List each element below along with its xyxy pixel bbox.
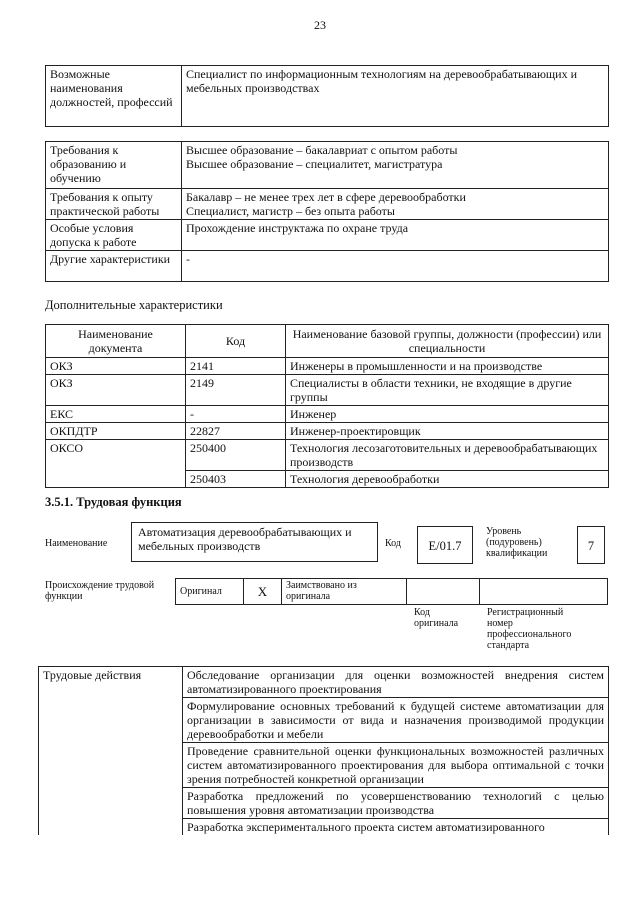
education-label: Требования к образованию и обучению — [46, 142, 182, 189]
name-label: Наименование — [45, 538, 108, 549]
labor-action-item: Проведение сравнительной оценки функциональных возможностей различных систем автоматизированного проектирования для выбора оптимальной с точки зрения потребностей конкретной организации — [183, 743, 609, 788]
labor-action-item: Разработка экспериментального проекта систем автоматизированного — [183, 819, 609, 836]
experience-value: Бакалавр – не менее трех лет в сфере деревообработки Специалист, магистр – без опыта работы — [182, 189, 609, 220]
positions-label: Возможные наименования должностей, профессий — [46, 66, 182, 127]
table-row — [46, 358, 609, 375]
table-row — [46, 440, 609, 471]
row-code: 250403 — [186, 471, 286, 488]
row-doc: ЕКС — [46, 406, 186, 423]
function-name-box — [131, 522, 378, 562]
labor-actions-label: Трудовые действия — [39, 667, 183, 836]
original-code-cell — [407, 579, 480, 605]
row-code: 22827 — [186, 423, 286, 440]
education-value: Высшее образование – бакалавриат с опытом работы Высшее образование – специалитет, магистратура — [182, 142, 609, 189]
borrowed-label: Заимствовано из оригинала — [282, 579, 407, 605]
row-doc: ОКПДТР — [46, 423, 186, 440]
original-mark: X — [244, 579, 282, 605]
row-name: Инженеры в промышленности и на производстве — [286, 358, 609, 375]
row-doc: ОКЗ — [46, 375, 186, 406]
row-name: Технология лесозаготовительных и деревообрабатывающих производств — [286, 440, 609, 471]
table-row — [46, 423, 609, 440]
header-code: Код — [186, 325, 286, 358]
requirements-table — [45, 141, 609, 282]
level-label: Уровень (подуровень) квалификации — [486, 526, 548, 559]
row-code: 250400 — [186, 440, 286, 471]
additional-table — [45, 324, 609, 488]
reg-number-cell — [480, 579, 608, 605]
other-label: Другие характеристики — [46, 251, 182, 282]
origin-label: Происхождение трудовой функции — [45, 580, 155, 602]
other-value: - — [182, 251, 609, 282]
header-document: Наименование документа — [46, 325, 186, 358]
row-code: 2141 — [186, 358, 286, 375]
positions-value: Специалист по информационным технологиям на деревообрабатывающих и мебельных производствах — [182, 66, 609, 127]
row-name: Технология деревообработки — [286, 471, 609, 488]
code-box — [417, 526, 473, 564]
page-number: 23 — [314, 18, 326, 32]
row-name: Специалисты в области техники, не входящие в другие группы — [286, 375, 609, 406]
positions-table — [45, 65, 609, 127]
reg-number-caption: Регистрационный номер профессионального стандарта — [487, 607, 572, 651]
labor-actions-table — [38, 666, 609, 835]
function-heading: 3.5.1. Трудовая функция — [45, 495, 182, 509]
table-row — [46, 406, 609, 423]
labor-action-item: Формулирование основных требований к будущей системе автоматизации для организации в зависимости от вида и назначения производимой продукции деревообработки и мебели — [183, 698, 609, 743]
additional-title: Дополнительные характеристики — [45, 298, 223, 312]
code-label: Код — [385, 538, 401, 549]
row-name: Инженер — [286, 406, 609, 423]
original-label: Оригинал — [176, 579, 244, 605]
admission-label: Особые условия допуска к работе — [46, 220, 182, 251]
origin-table — [175, 578, 608, 605]
admission-value: Прохождение инструктажа по охране труда — [182, 220, 609, 251]
row-doc: ОКСО — [46, 440, 186, 488]
experience-label: Требования к опыту практической работы — [46, 189, 182, 220]
row-doc: ОКЗ — [46, 358, 186, 375]
header-name: Наименование базовой группы, должности (профессии) или специальности — [286, 325, 609, 358]
labor-action-item: Обследование организации для оценки возможностей внедрения систем автоматизированного проектирования — [183, 667, 609, 698]
row-name: Инженер-проектировщик — [286, 423, 609, 440]
level-box — [577, 526, 605, 564]
table-row — [46, 375, 609, 406]
row-code: - — [186, 406, 286, 423]
row-code: 2149 — [186, 375, 286, 406]
qualification-level: 7 — [587, 539, 595, 553]
function-code: E/01.7 — [428, 539, 462, 553]
labor-action-item: Разработка предложений по усовершенствованию технологий с целью повышения уровня автоматизации производства — [183, 788, 609, 819]
function-name: Автоматизация деревообрабатывающих и мебельных производств — [138, 525, 352, 553]
orig-code-caption: Код оригинала — [414, 607, 459, 629]
